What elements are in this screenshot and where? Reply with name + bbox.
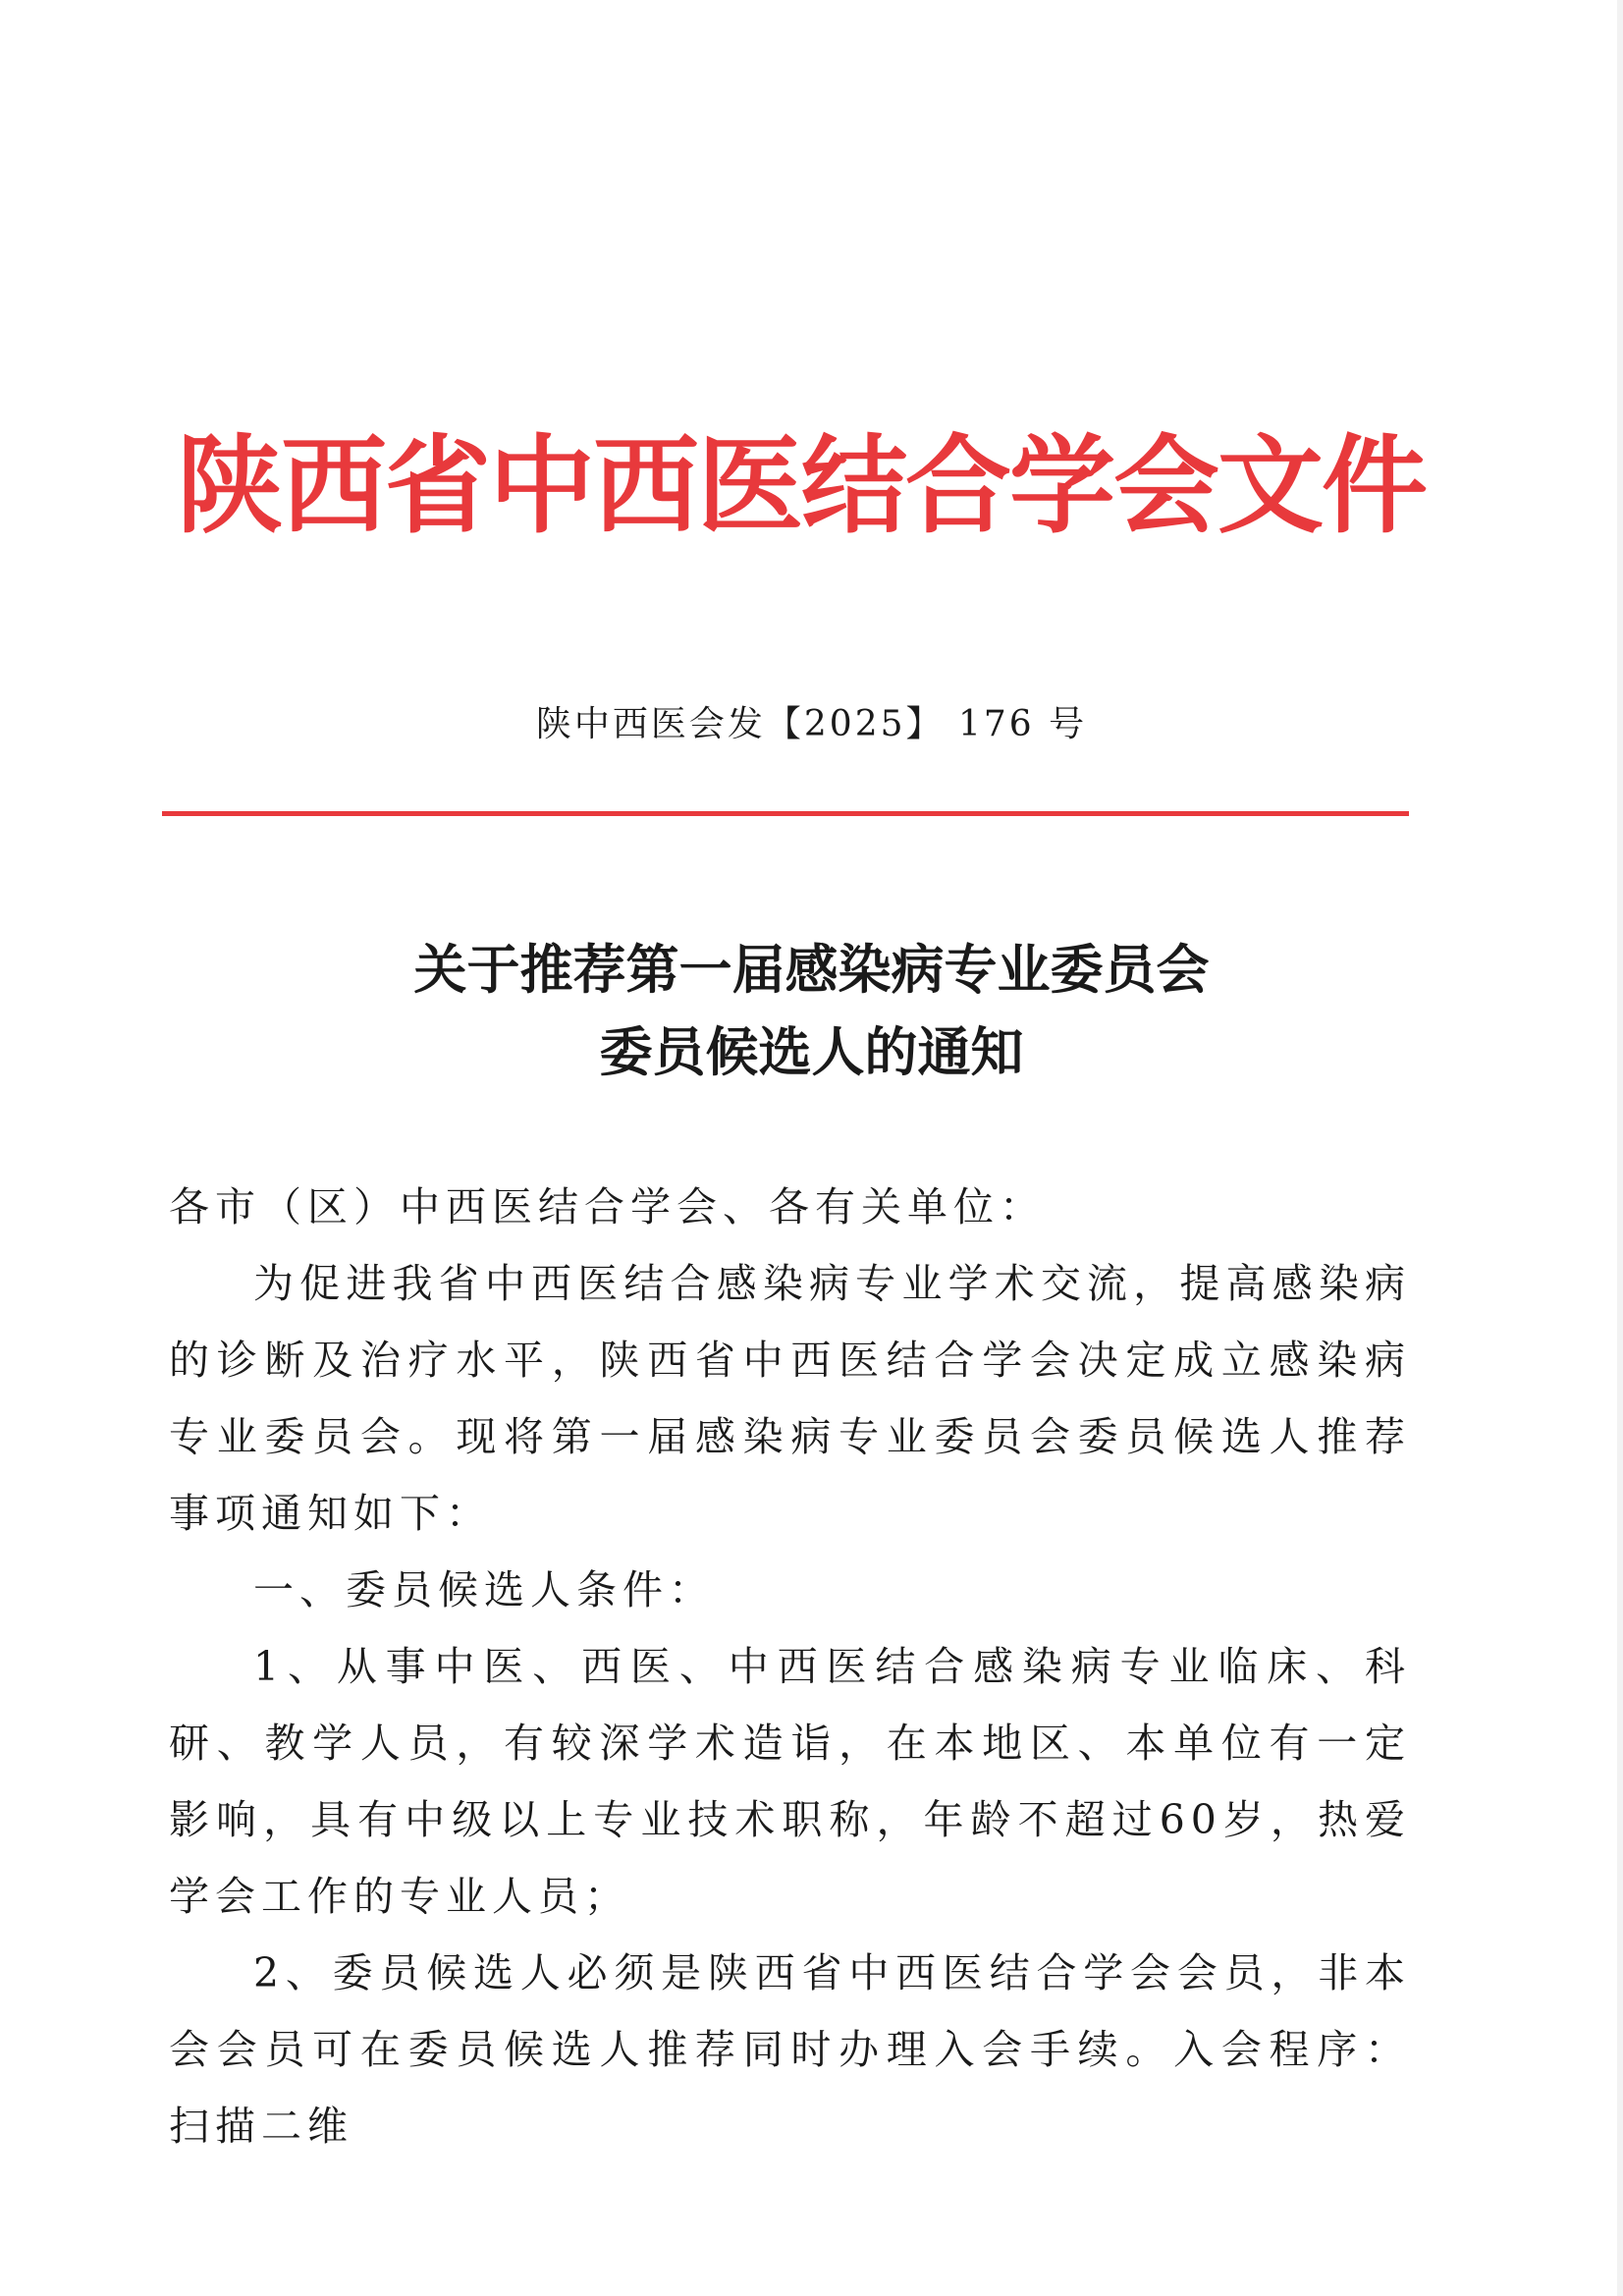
condition-item-2: 2、委员候选人必须是陕西省中西医结合学会会员，非本会会员可在委员候选人推荐同时办理入会手续。入会程序：扫描二维 (169, 1949, 1411, 2150)
salutation: 各市（区）中西医结合学会、各有关单位： (169, 1183, 1046, 1230)
notice-title-line-2: 委员候选人的通知 (599, 1020, 1024, 1083)
document-number: 陕中西医会发【2025】 176 号 (535, 704, 1088, 744)
notice-body (169, 1169, 1411, 2164)
notice-title (0, 928, 1623, 1093)
condition-item-1: 1、从事中医、西医、中西医结合感染病专业临床、科研、教学人员，有较深学术造诣，在本地区、本单位有一定影响，具有中级以上专业技术职称，年龄不超过60岁，热爱学会工作的专业人员； (169, 1643, 1411, 1920)
section-1-heading: 一、委员候选人条件： (253, 1566, 715, 1613)
scan-edge (1617, 0, 1623, 2296)
issuer-header: 陕西省中西医结合学会文件 (177, 424, 1427, 548)
red-divider-line (162, 811, 1409, 816)
intro-paragraph: 为促进我省中西医结合感染病专业学术交流，提高感染病的诊断及治疗水平，陕西省中西医结合学会决定成立感染病专业委员会。现将第一届感染病专业委员会委员候选人推荐事项通知如下： (169, 1260, 1411, 1537)
notice-title-line-1: 关于推荐第一届感染病专业委员会 (413, 938, 1210, 1001)
